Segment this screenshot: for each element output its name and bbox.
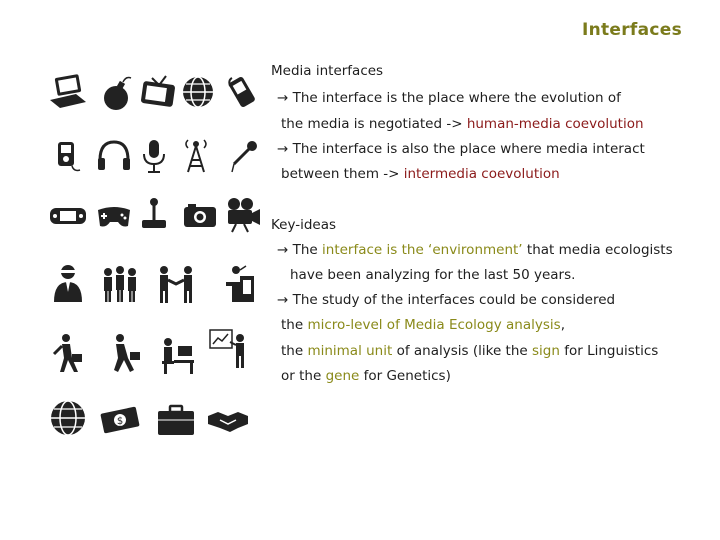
presenter-at-chart-icon	[208, 326, 252, 370]
svg-text:$: $	[116, 416, 124, 427]
joystick-icon	[132, 192, 176, 236]
businessman-icon	[46, 262, 90, 306]
world-globe-icon	[46, 396, 90, 440]
bullet-3-line-2: have been analyzing for the last 50 years.	[290, 267, 576, 283]
bullet-1-line-2: the media is negotiated -> human-media coevolution	[281, 116, 644, 132]
intermedia-coevolution: intermedia coevolution	[403, 166, 560, 182]
television-icon	[136, 68, 180, 112]
media-interfaces-heading: Media interfaces	[271, 63, 384, 79]
handheld-console-icon	[46, 194, 90, 238]
human-media-coevolution: human-media coevolution	[466, 116, 644, 132]
arrow-icon: →	[277, 141, 289, 157]
micro-level-analysis: micro-level of Media Ecology analysis	[307, 317, 561, 333]
handshake-icon	[206, 398, 250, 442]
handshake-people-icon	[154, 262, 198, 306]
bomb-icon	[96, 72, 140, 116]
bullet-4-line-4: or the gene for Genetics)	[281, 368, 451, 384]
bullet-2-line-2: between them -> intermedia coevolution	[281, 166, 560, 182]
cellphone-icon	[218, 70, 262, 114]
speaker-at-podium-icon	[218, 262, 262, 306]
antenna-tower-icon	[174, 134, 218, 178]
briefcase-icon	[154, 398, 198, 442]
headphones-icon	[92, 134, 136, 178]
bullet-4-line-1: → The study of the interfaces could be considered	[277, 292, 616, 308]
photo-camera-icon	[178, 194, 222, 238]
bullet-4-line-2: the micro-level of Media Ecology analysis,	[281, 317, 565, 333]
bullet-4-line-3: the minimal unit of analysis (like the sign for Linguistics	[281, 343, 659, 359]
movie-camera-icon	[220, 192, 264, 236]
bullet-1-line-1: → The interface is the place where the evolution of	[277, 90, 621, 106]
person-at-computer-icon	[154, 334, 198, 378]
gene: gene	[325, 368, 360, 384]
microphone-icon	[132, 134, 176, 178]
arrow-icon: →	[277, 292, 289, 308]
slide-title: Interfaces	[581, 20, 682, 40]
bullet-2-line-1: → The interface is also the place where media interact	[277, 141, 645, 157]
arrow-icon: →	[277, 90, 289, 106]
interface-environment: interface is the ‘environment’	[322, 242, 523, 258]
minimal-unit: minimal unit	[307, 343, 393, 359]
sign: sign	[532, 343, 560, 359]
icon-grid	[0, 0, 260, 540]
money-bill-icon	[98, 398, 142, 442]
bullet-3-line-1: → The interface is the ‘environment’ that media ecologists	[277, 242, 673, 258]
key-ideas-heading: Key-ideas	[271, 217, 337, 233]
walking-businessman-icon	[46, 332, 90, 376]
gamepad-icon	[92, 194, 136, 238]
laptop-icon	[46, 70, 90, 114]
running-businessman-icon	[102, 332, 146, 376]
group-of-people-icon	[98, 262, 142, 306]
globe-icon	[176, 70, 220, 114]
arrow-icon: →	[277, 242, 289, 258]
mp3-player-icon	[46, 134, 90, 178]
studio-microphone-icon	[222, 134, 266, 178]
